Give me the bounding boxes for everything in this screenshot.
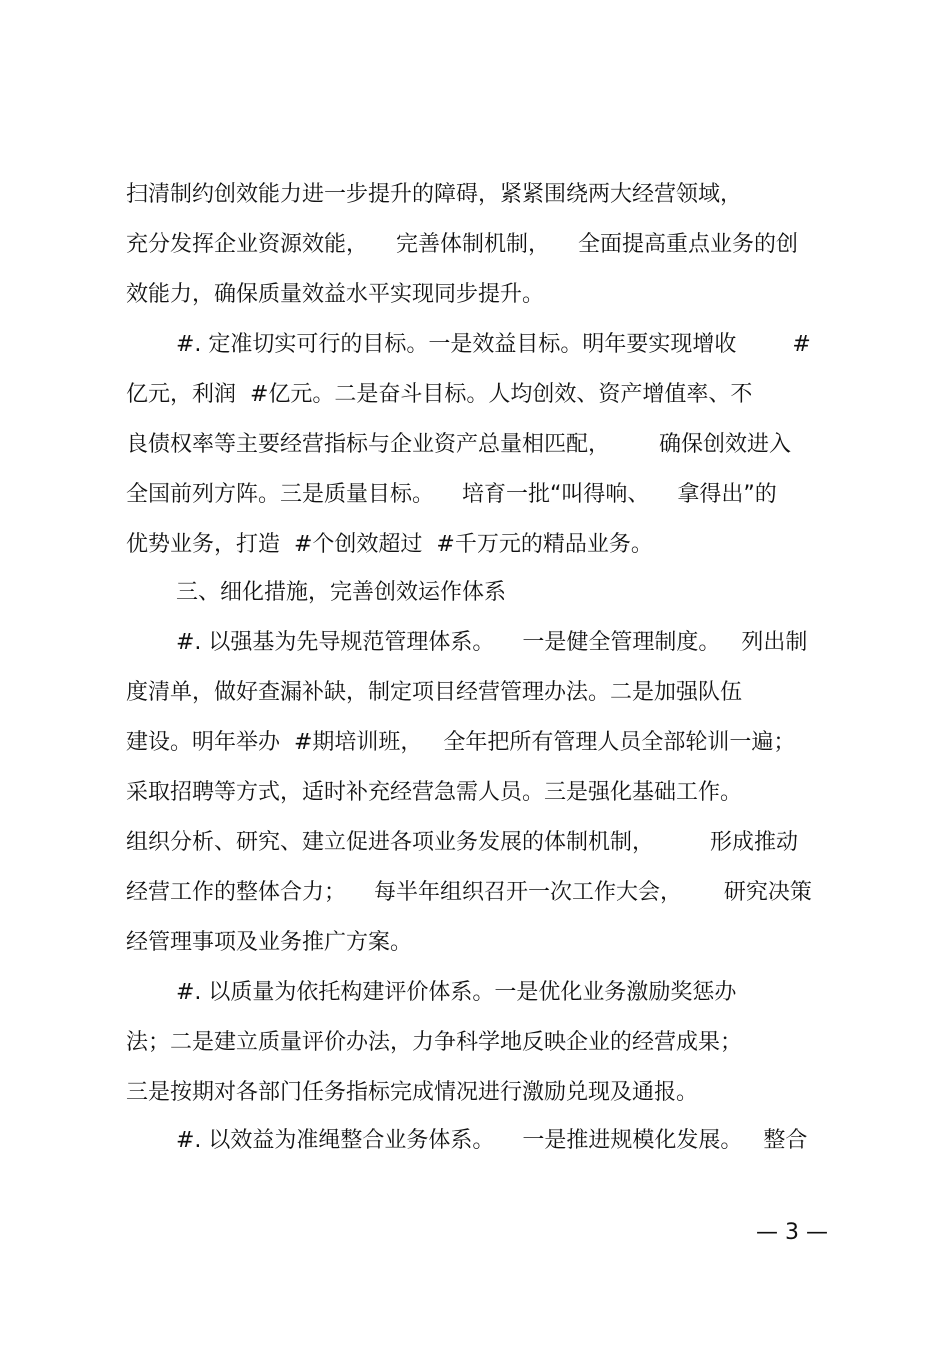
text-line: 度清单，做好查漏补缺，制定项目经营管理办法。二是加强队伍	[126, 680, 743, 705]
text-line: 优势业务，打造 #个创效超过 #千万元的精品业务。	[126, 532, 653, 557]
text-line: 经营工作的整体合力； 每半年组织召开一次工作大会， 研究决策	[126, 880, 812, 905]
text-line: 组织分析、研究、建立促进各项业务发展的体制机制， 形成推动	[126, 830, 798, 855]
text-line: #. 以强基为先导规范管理体系。 一是健全管理制度。 列出制	[176, 630, 808, 655]
text-line: 建设。明年举办 #期培训班， 全年把所有管理人员全部轮训一遍；	[126, 730, 796, 755]
text-line: 充分发挥企业资源效能， 完善体制机制， 全面提高重点业务的创	[126, 232, 798, 257]
text-line: 经管理事项及业务推广方案。	[126, 930, 413, 955]
text-line: 效能力，确保质量效益水平实现同步提升。	[126, 282, 545, 307]
text-line: #. 以效益为准绳整合业务体系。 一是推进规模化发展。 整合	[176, 1128, 808, 1153]
page-number: — 3 —	[756, 1220, 828, 1245]
text-line: 全国前列方阵。三是质量目标。 培育一批“叫得响、 拿得出”的	[126, 482, 777, 507]
text-line: 亿元，利润 #亿元。二是奋斗目标。人均创效、资产增值率、不	[126, 382, 753, 407]
text-line: #. 以质量为依托构建评价体系。一是优化业务激励奖惩办	[176, 980, 737, 1005]
text-line: #. 定准切实可行的目标。一是效益目标。明年要实现增收 #	[176, 332, 811, 357]
text-line: 三是按期对各部门任务指标完成情况进行激励兑现及通报。	[126, 1080, 699, 1105]
text-line: 扫清制约创效能力进一步提升的障碍，紧紧围绕两大经营领域，	[126, 182, 743, 207]
section-heading: 三、细化措施，完善创效运作体系	[176, 580, 507, 605]
text-line: 良债权率等主要经营指标与企业资产总量相匹配， 确保创效进入	[126, 432, 791, 457]
text-line: 法；二是建立质量评价办法，力争科学地反映企业的经营成果；	[126, 1030, 743, 1055]
text-line: 采取招聘等方式，适时补充经营急需人员。三是强化基础工作。	[126, 780, 743, 805]
